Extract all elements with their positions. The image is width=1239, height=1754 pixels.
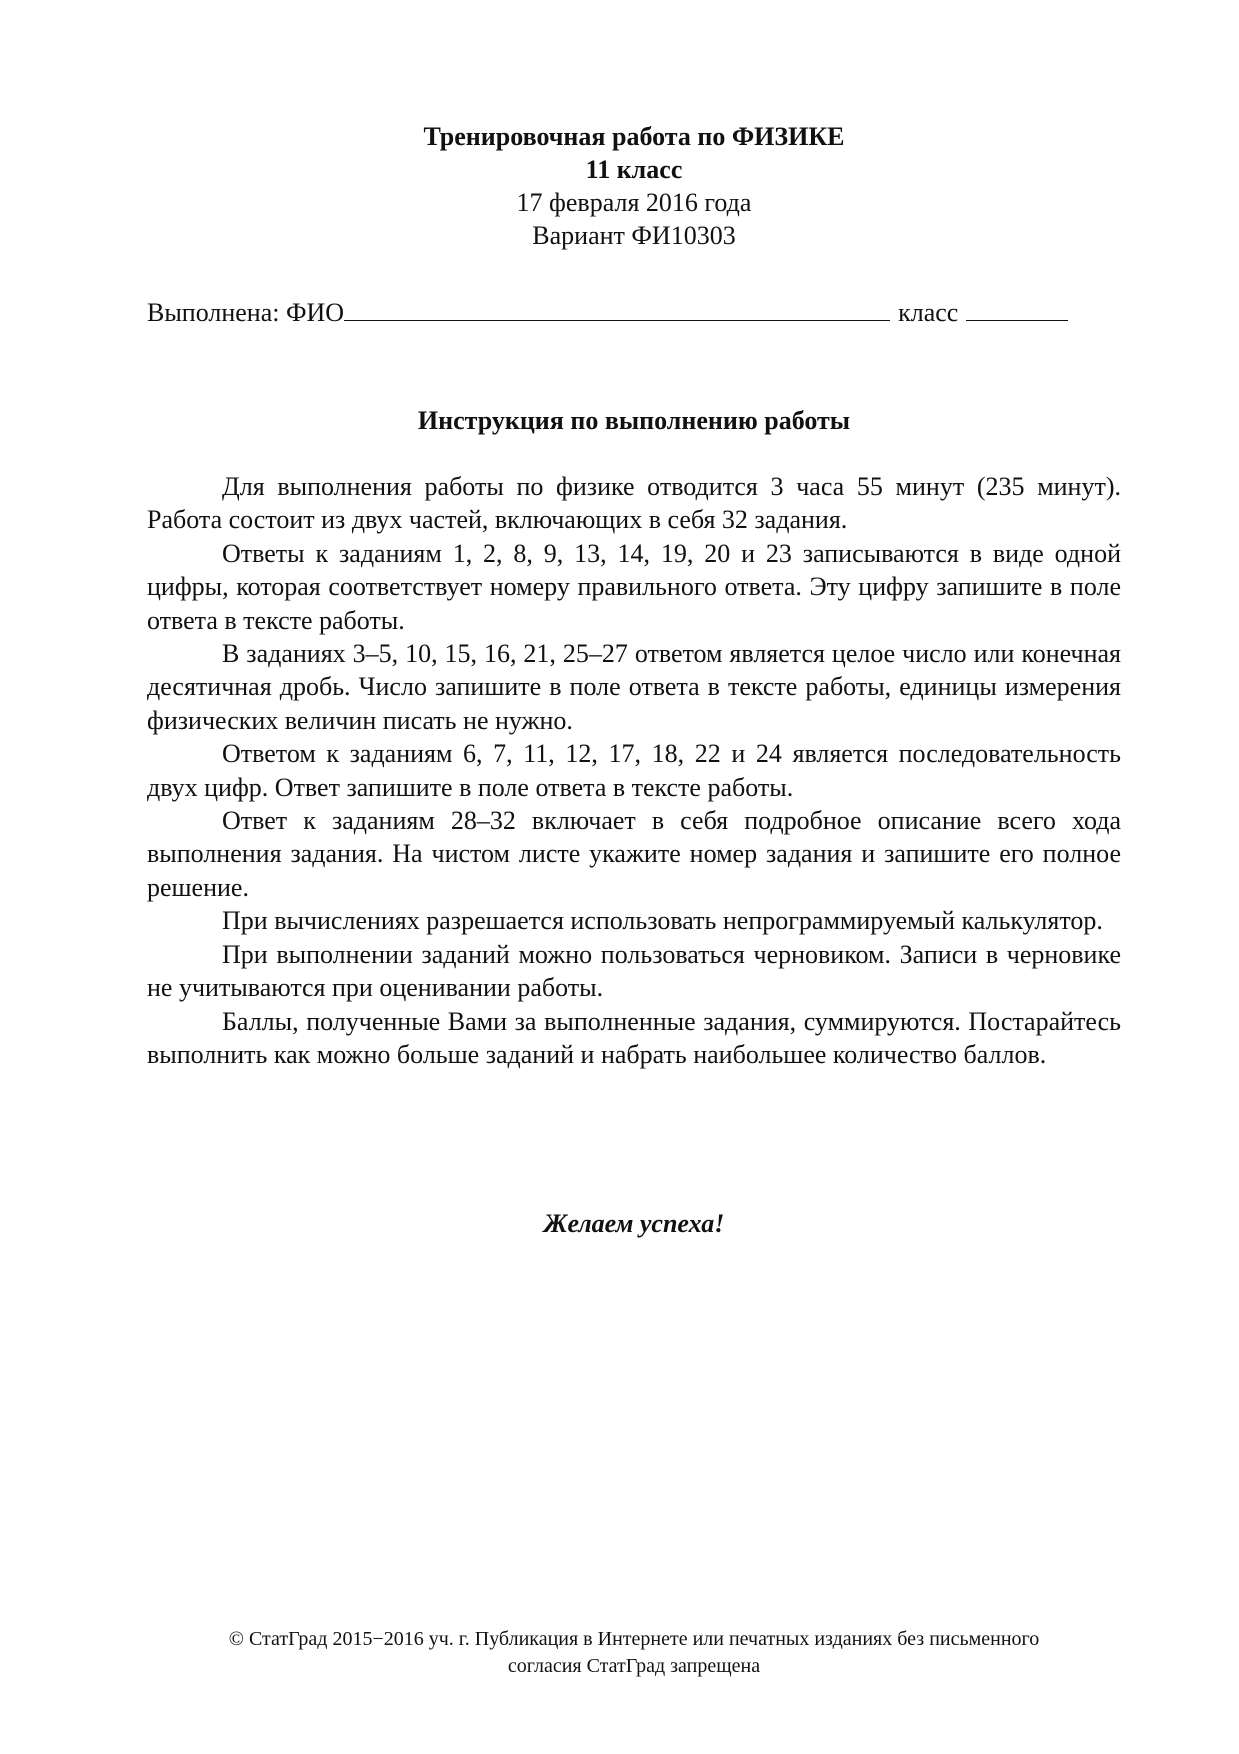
document-title: Тренировочная работа по ФИЗИКЕ: [423, 122, 845, 151]
instructions-title: Инструкция по выполнению работы: [417, 406, 851, 435]
instruction-paragraph: В заданиях 3–5, 10, 15, 16, 21, 25–27 ответом является целое число или конечная десятичная дробь. Число запишите в поле ответа в тексте работы, единицы измерения физических величин писать не нужно.: [147, 639, 1121, 735]
instruction-paragraph: Баллы, полученные Вами за выполненные задания, суммируются. Постарайтесь выполнить как можно больше заданий и набрать наибольшее количество баллов.: [147, 1006, 1121, 1069]
instruction-paragraph: Для выполнения работы по физике отводится 3 часа 55 минут (235 минут). Работа состоит из двух частей, включающих в себя 32 задания.: [147, 472, 1121, 535]
copyright-footer: [0, 1626, 1239, 1680]
footer-line-2: согласия СтатГрад запрещена: [507, 1655, 761, 1677]
instruction-paragraph: Ответом к заданиям 6, 7, 11, 12, 17, 18, 22 и 24 является последовательность двух цифр. Ответ запишите в поле ответа в тексте работы.: [147, 739, 1121, 802]
instructions-body: [147, 470, 1121, 1071]
variant-label: Вариант ФИ10303: [532, 221, 736, 250]
instruction-paragraph: При вычислениях разрешается использовать непрограммируемый калькулятор.: [222, 906, 1103, 936]
footer-line-1: © СтатГрад 2015−2016 уч. г. Публикация в Интернете или печатных изданиях без письменного: [228, 1628, 1040, 1650]
fio-row: [147, 296, 1107, 329]
class-label: класс: [898, 298, 959, 327]
instruction-paragraph: Ответ к заданиям 28–32 включает в себя подробное описание всего хода выполнения задания. На чистом листе укажите номер задания и запишите его полное решение.: [147, 806, 1121, 902]
class-blank-line: [966, 296, 1068, 321]
closing-wish: Желаем успеха!: [543, 1209, 725, 1238]
exam-date: 17 февраля 2016 года: [516, 188, 752, 217]
grade-label: 11 класс: [585, 155, 683, 184]
document-header: [0, 120, 1239, 252]
instruction-paragraph: Ответы к заданиям 1, 2, 8, 9, 13, 14, 19, 20 и 23 записываются в виде одной цифры, которая соответствует номеру правильного ответа. Эту цифру запишите в поле ответа в тексте работы.: [147, 538, 1121, 635]
fio-blank-line: [344, 296, 890, 321]
instruction-paragraph: При выполнении заданий можно пользоваться черновиком. Записи в черновике не учитываются при оценивании работы.: [147, 939, 1121, 1003]
fio-label: Выполнена: ФИО: [147, 298, 345, 327]
